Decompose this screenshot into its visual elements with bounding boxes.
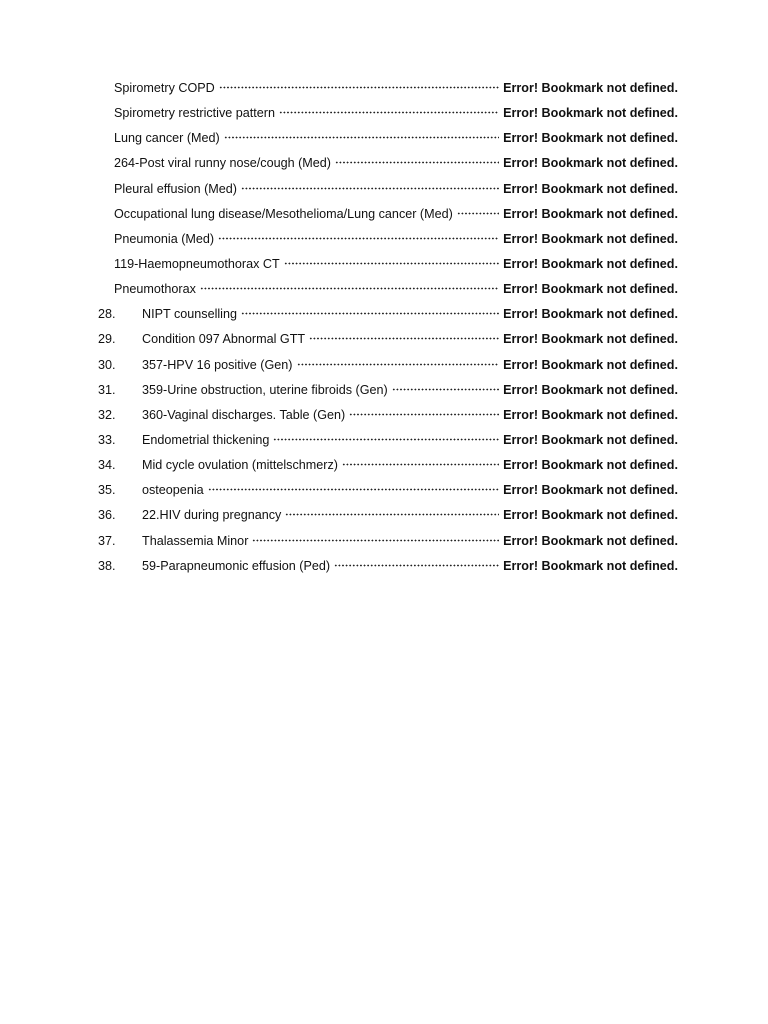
toc-entry-title: Endometrial thickening <box>142 432 270 447</box>
toc-dot-leader <box>349 413 499 416</box>
toc-entry-number: 28. <box>98 307 116 322</box>
toc-entry-title: NIPT counselling <box>142 307 237 322</box>
toc-entry-page-ref: Error! Bookmark not defined. <box>503 382 678 397</box>
toc-entry-page-ref: Error! Bookmark not defined. <box>503 533 678 548</box>
toc-entry[interactable] <box>98 177 678 202</box>
toc-entry-number: 38. <box>98 558 116 573</box>
toc-entry[interactable] <box>98 126 678 151</box>
toc-entry-page-ref: Error! Bookmark not defined. <box>503 432 678 447</box>
toc-entry-number: 29. <box>98 332 116 347</box>
toc-dot-leader <box>335 161 499 164</box>
toc-entry[interactable] <box>98 101 678 126</box>
toc-entry-title: Lung cancer (Med) <box>114 131 220 146</box>
toc-entry-number: 36. <box>98 508 116 523</box>
toc-entry-page-ref: Error! Bookmark not defined. <box>503 231 678 246</box>
toc-entry[interactable] <box>98 227 678 252</box>
toc-entry[interactable] <box>98 151 678 176</box>
toc-entry-title: 264-Post viral runny nose/cough (Med) <box>114 156 332 171</box>
toc-entry-title: Mid cycle ovulation (mittelschmerz) <box>142 458 338 473</box>
toc-entry-title: Pleural effusion (Med) <box>114 181 237 196</box>
toc-dot-leader <box>297 363 500 366</box>
toc-entry[interactable] <box>98 378 678 403</box>
toc-dot-leader <box>252 539 499 542</box>
toc-entry-number: 37. <box>98 533 116 548</box>
toc-dot-leader <box>457 212 499 215</box>
toc-entry-title: 359-Urine obstruction, uterine fibroids (Gen) <box>142 382 388 397</box>
toc-dot-leader <box>334 564 499 567</box>
toc-entry-title: Spirometry COPD <box>114 81 215 95</box>
toc-entry[interactable] <box>98 302 678 327</box>
toc-entry[interactable] <box>98 403 678 428</box>
toc-entry-number: 32. <box>98 407 116 422</box>
toc-entry-page-ref: Error! Bookmark not defined. <box>503 307 678 322</box>
toc-entry-page-ref: Error! Bookmark not defined. <box>503 407 678 422</box>
toc-entry-title: 360-Vaginal discharges. Table (Gen) <box>142 407 346 422</box>
toc-entry-page-ref: Error! Bookmark not defined. <box>503 156 678 171</box>
toc-entry-page-ref: Error! Bookmark not defined. <box>503 131 678 146</box>
toc-entry[interactable] <box>98 76 678 101</box>
toc-dot-leader <box>284 262 499 265</box>
toc-entry-page-ref: Error! Bookmark not defined. <box>503 181 678 196</box>
toc-entry-title: Thalassemia Minor <box>142 533 249 548</box>
toc-entry-page-ref: Error! Bookmark not defined. <box>503 206 678 221</box>
toc-dot-leader <box>200 287 499 290</box>
toc-dot-leader <box>219 86 499 89</box>
toc-entry-page-ref: Error! Bookmark not defined. <box>503 282 678 297</box>
toc-dot-leader <box>208 488 499 491</box>
toc-entry[interactable] <box>98 529 678 554</box>
toc-entry[interactable] <box>98 453 678 478</box>
toc-entry[interactable] <box>98 202 678 227</box>
toc-entry-page-ref: Error! Bookmark not defined. <box>503 357 678 372</box>
toc-entry-number: 34. <box>98 458 116 473</box>
toc-entry[interactable] <box>98 327 678 352</box>
toc-entry-number: 31. <box>98 382 116 397</box>
toc-dot-leader <box>273 438 499 441</box>
toc-dot-leader <box>392 388 499 391</box>
toc-entry-number: 33. <box>98 432 116 447</box>
toc-dot-leader <box>279 111 499 114</box>
toc-entry-page-ref: Error! Bookmark not defined. <box>503 508 678 523</box>
toc-entry-page-ref: Error! Bookmark not defined. <box>503 106 678 121</box>
toc-entry-page-ref: Error! Bookmark not defined. <box>503 483 678 498</box>
toc-entry-page-ref: Error! Bookmark not defined. <box>503 256 678 271</box>
toc-dot-leader <box>241 312 499 315</box>
table-of-contents <box>98 76 678 579</box>
toc-entry-title: 22.HIV during pregnancy <box>142 508 282 523</box>
toc-entry-title: 59-Parapneumonic effusion (Ped) <box>142 558 331 573</box>
toc-entry-page-ref: Error! Bookmark not defined. <box>503 332 678 347</box>
toc-entry[interactable] <box>98 277 678 302</box>
toc-entry-title: Condition 097 Abnormal GTT <box>142 332 306 347</box>
toc-entry-title: osteopenia <box>142 483 204 498</box>
toc-entry-title: Spirometry restrictive pattern <box>114 106 275 121</box>
toc-dot-leader <box>309 337 499 340</box>
toc-entry-number: 35. <box>98 483 116 498</box>
toc-entry-title: 357-HPV 16 positive (Gen) <box>142 357 293 372</box>
toc-dot-leader <box>241 187 499 190</box>
toc-dot-leader <box>218 237 499 240</box>
toc-entry[interactable] <box>98 428 678 453</box>
toc-entry[interactable] <box>98 478 678 503</box>
toc-entry-page-ref: Error! Bookmark not defined. <box>503 81 678 95</box>
toc-dot-leader <box>224 136 499 139</box>
toc-entry-title: 119-Haemopneumothorax CT <box>114 256 280 271</box>
toc-entry[interactable] <box>98 503 678 528</box>
toc-entry[interactable] <box>98 554 678 579</box>
toc-entry[interactable] <box>98 252 678 277</box>
toc-entry-title: Pneumonia (Med) <box>114 231 215 246</box>
toc-entry-title: Pneumothorax <box>114 282 196 297</box>
toc-entry-title: Occupational lung disease/Mesothelioma/Lung cancer (Med) <box>114 206 453 221</box>
toc-entry-page-ref: Error! Bookmark not defined. <box>503 558 678 573</box>
toc-dot-leader <box>285 513 499 516</box>
toc-entry[interactable] <box>98 353 678 378</box>
toc-dot-leader <box>342 463 499 466</box>
toc-entry-number: 30. <box>98 357 116 372</box>
toc-entry-page-ref: Error! Bookmark not defined. <box>503 458 678 473</box>
